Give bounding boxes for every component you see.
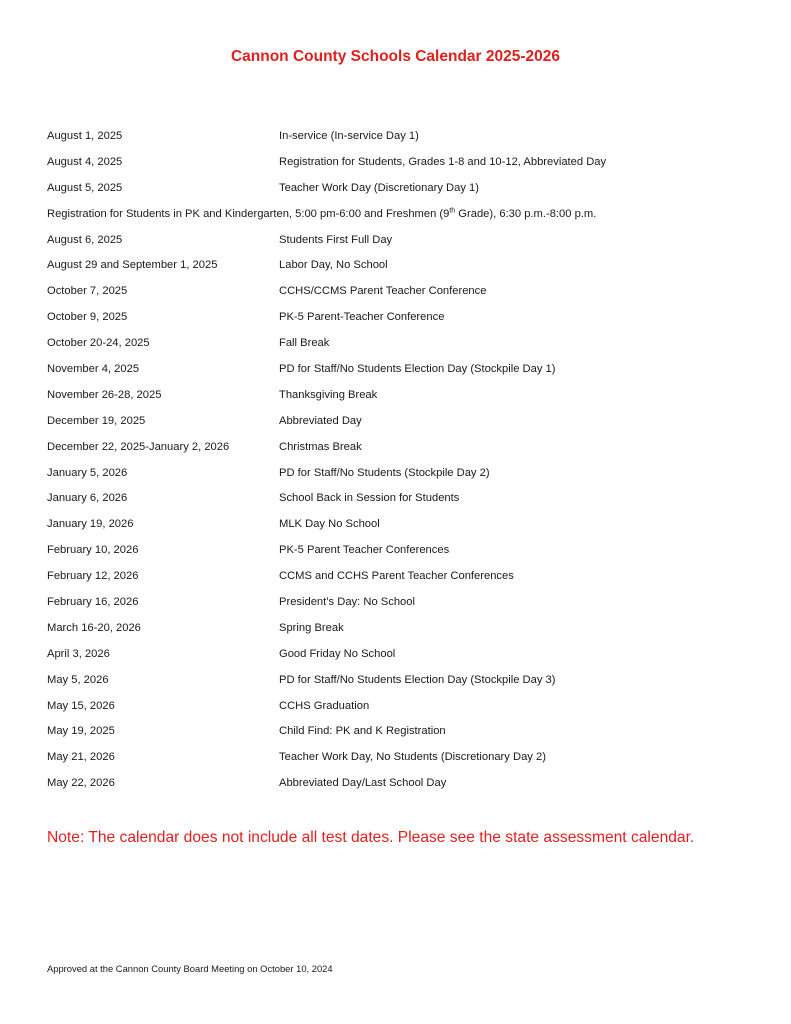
event-description: School Back in Session for Students xyxy=(279,492,460,505)
event-date: October 7, 2025 xyxy=(47,285,128,298)
event-date: November 26-28, 2025 xyxy=(47,388,162,401)
event-date: May 22, 2026 xyxy=(47,777,115,790)
event-date: October 20-24, 2025 xyxy=(47,337,150,350)
event-date: May 19, 2025 xyxy=(47,725,115,738)
event-description: PK-5 Parent-Teacher Conference xyxy=(279,311,445,324)
list-item xyxy=(47,257,767,283)
event-description: Teacher Work Day (Discretionary Day 1) xyxy=(279,181,479,194)
event-description: Abbreviated Day/Last School Day xyxy=(279,777,447,790)
event-date: February 10, 2026 xyxy=(47,544,139,557)
event-description: PK-5 Parent Teacher Conferences xyxy=(279,544,450,557)
list-item xyxy=(47,594,767,620)
event-note-text-end: Grade), 6:30 p.m.-8:00 p.m. xyxy=(455,207,597,220)
list-item xyxy=(47,309,767,335)
event-description: Spring Break xyxy=(279,621,344,634)
list-item xyxy=(47,646,767,672)
list-item xyxy=(47,568,767,594)
list-item xyxy=(47,335,767,361)
event-date: August 6, 2025 xyxy=(47,233,123,246)
event-date: January 6, 2026 xyxy=(47,492,128,505)
event-date: August 4, 2025 xyxy=(47,155,123,168)
list-item xyxy=(47,439,767,465)
event-date: December 19, 2025 xyxy=(47,414,146,427)
event-description: Child Find: PK and K Registration xyxy=(279,725,446,738)
event-description: CCMS and CCHS Parent Teacher Conferences xyxy=(279,570,514,583)
list-item xyxy=(47,749,767,775)
event-date: May 21, 2026 xyxy=(47,751,115,764)
event-description: Good Friday No School xyxy=(279,647,396,660)
event-date: January 19, 2026 xyxy=(47,518,134,531)
list-item xyxy=(47,698,767,724)
event-date: January 5, 2026 xyxy=(47,466,128,479)
ordinal-suffix: th xyxy=(449,206,456,214)
event-description: PD for Staff/No Students (Stockpile Day 2) xyxy=(279,466,490,479)
event-date: December 22, 2025-January 2, 2026 xyxy=(47,440,230,453)
event-list xyxy=(47,128,767,801)
event-description: PD for Staff/No Students Election Day (Stockpile Day 3) xyxy=(279,673,556,686)
event-date: May 5, 2026 xyxy=(47,673,109,686)
list-item xyxy=(47,206,767,232)
event-note-text: Registration for Students in PK and Kindergarten, 5:00 pm-6:00 and Freshmen (9 xyxy=(47,207,450,220)
event-description: CCHS/CCMS Parent Teacher Conference xyxy=(279,285,487,298)
event-description: Christmas Break xyxy=(279,440,362,453)
list-item xyxy=(47,361,767,387)
event-note xyxy=(47,206,596,222)
event-description: Students First Full Day xyxy=(279,233,393,246)
list-item xyxy=(47,180,767,206)
list-item xyxy=(47,723,767,749)
event-date: February 12, 2026 xyxy=(47,570,139,583)
list-item xyxy=(47,465,767,491)
list-item xyxy=(47,542,767,568)
event-date: April 3, 2026 xyxy=(47,647,110,660)
event-date: February 16, 2026 xyxy=(47,596,139,609)
list-item xyxy=(47,128,767,154)
event-description: Registration for Students, Grades 1-8 and 10-12, Abbreviated Day xyxy=(279,155,607,168)
list-item xyxy=(47,413,767,439)
event-date: October 9, 2025 xyxy=(47,311,128,324)
list-item xyxy=(47,516,767,542)
page-title: Cannon County Schools Calendar 2025-2026 xyxy=(230,48,561,65)
list-item xyxy=(47,490,767,516)
list-item xyxy=(47,387,767,413)
event-date: March 16-20, 2026 xyxy=(47,621,141,634)
event-description: President’s Day: No School xyxy=(279,596,415,609)
list-item xyxy=(47,283,767,309)
event-date: May 15, 2026 xyxy=(47,699,115,712)
event-date: November 4, 2025 xyxy=(47,363,140,376)
event-date: August 5, 2025 xyxy=(47,181,123,194)
event-description: Abbreviated Day xyxy=(279,414,362,427)
approval-footer: Approved at the Cannon County Board Meeting on October 10, 2024 xyxy=(47,963,333,974)
event-description: MLK Day No School xyxy=(279,518,380,531)
list-item xyxy=(47,672,767,698)
event-description: Labor Day, No School xyxy=(279,259,388,272)
event-date: August 1, 2025 xyxy=(47,130,123,142)
event-description: Thanksgiving Break xyxy=(279,388,378,401)
event-description: Fall Break xyxy=(279,337,330,350)
event-description: CCHS Graduation xyxy=(279,699,370,712)
list-item xyxy=(47,775,767,801)
list-item xyxy=(47,232,767,258)
list-item xyxy=(47,154,767,180)
event-description: Teacher Work Day, No Students (Discretionary Day 2) xyxy=(279,751,546,764)
test-dates-note: Note: The calendar does not include all test dates. Please see the state assessment calendar. xyxy=(47,829,695,846)
event-date: August 29 and September 1, 2025 xyxy=(47,259,218,272)
list-item xyxy=(47,620,767,646)
event-description: In-service (In-service Day 1) xyxy=(279,130,419,142)
event-description: PD for Staff/No Students Election Day (Stockpile Day 1) xyxy=(279,363,556,376)
